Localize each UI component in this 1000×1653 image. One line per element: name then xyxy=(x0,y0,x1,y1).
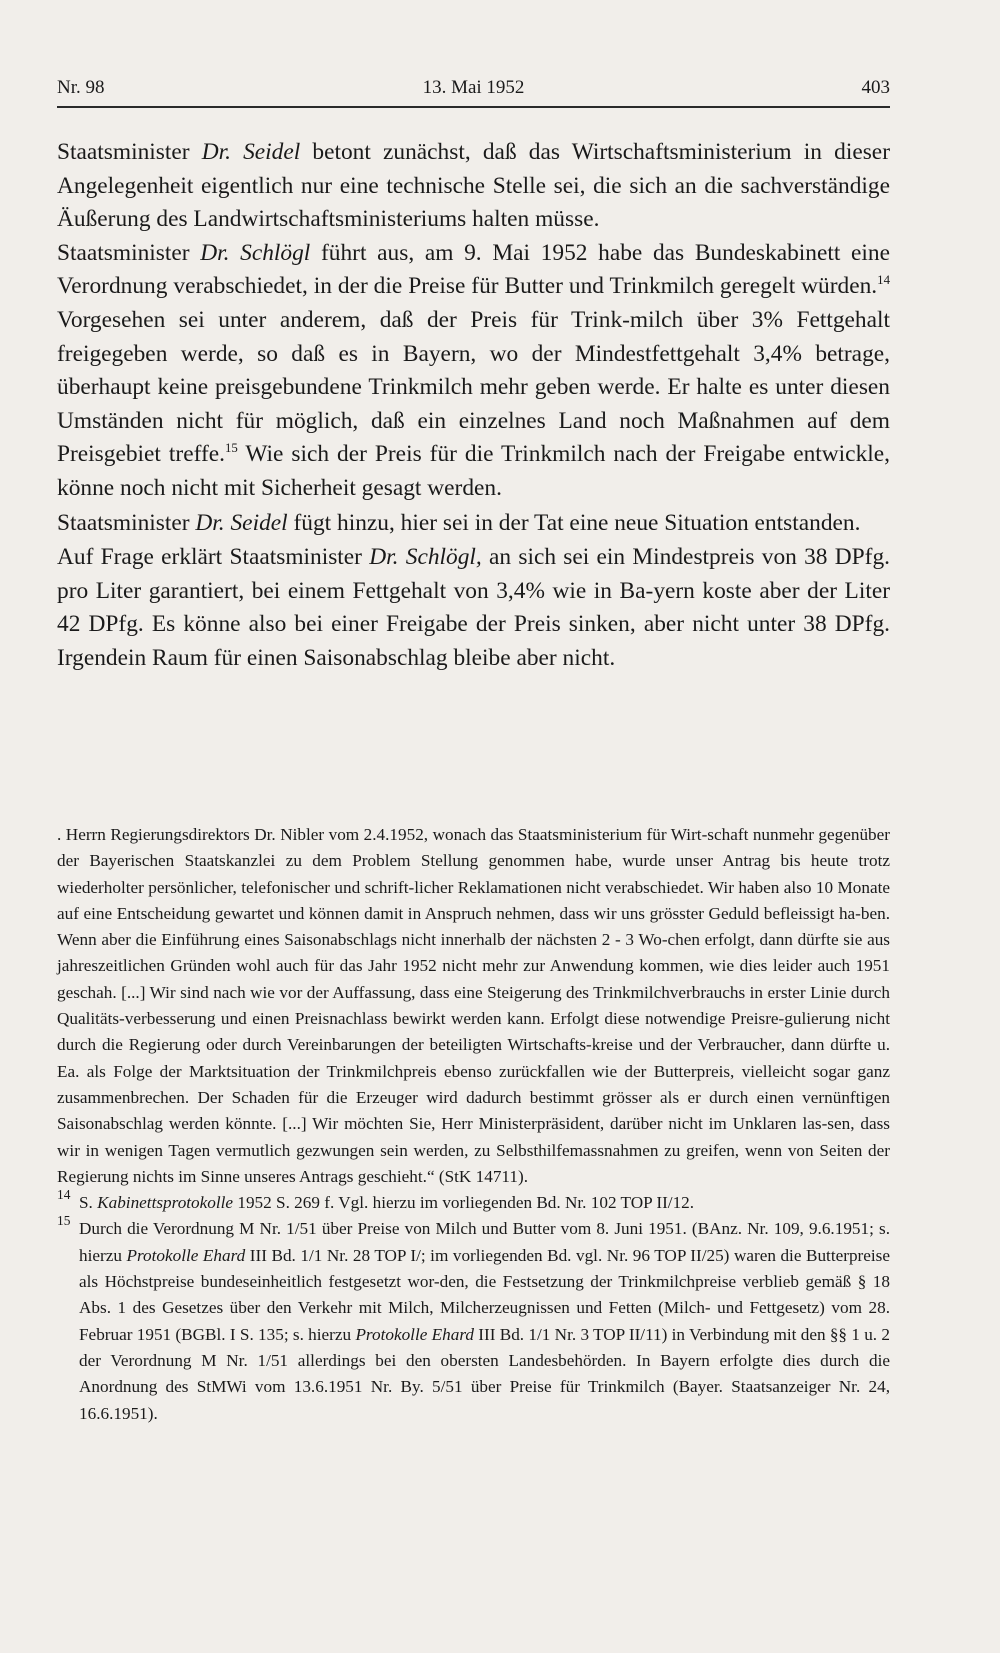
text-run: an sich sei ein Mindestpreis von 38 DPfg. pro Liter garantiert, bei einem Fettgehalt von 3,4% wie in Ba-yern koste aber der Liter 42 DPfg. Es könne also bei einer Freigabe der Preis sinken, aber nicht unter 38 DPfg. Irgendein Raum für einen Saisonabschlag bleibe aber nicht. xyxy=(57,544,890,671)
paragraph-seidel-1 xyxy=(57,136,890,506)
citation-title: Protokolle Ehard xyxy=(126,1245,246,1265)
speaker-name: Dr. Schlögl, xyxy=(369,544,482,571)
footnote-number: 15 xyxy=(57,1213,71,1229)
paragraph-seidel-2 xyxy=(57,507,890,541)
text-run: III Bd. 1/1 Nr. 28 TOP I/; im vorliegenden Bd. vgl. Nr. 96 TOP II/25) waren die Butterpreise als Höchstpreise bundeseinheitlich festgesetzt wor-den, die Festsetzung der Trinkmilchpreise verblieb gemäß § 18 Abs. 1 des Gesetzes über den Verkehr mit Milch, Milcherzeugnissen und Fetten (Milch- und Fettgesetz) vom 28. Februar 1951 (BGBl. I S. 135; s. hierzu xyxy=(79,1245,890,1344)
text-run: Wie sich der Preis für die Trinkmilch nach der Freigabe entwickle, könne noch nicht mit Sicherheit gesagt werden. xyxy=(57,441,890,501)
speaker-name: Dr. Seidel xyxy=(195,509,288,536)
text-run: S. xyxy=(79,1193,98,1213)
footnote-ref-15[interactable]: 15 xyxy=(224,441,238,456)
speaker-name: Dr. Seidel xyxy=(201,139,301,165)
text-run: 1952 S. 269 f. Vgl. hierzu im vorliegenden Bd. Nr. 102 TOP II/12. xyxy=(233,1193,695,1213)
footnote-ref-14[interactable]: 14 xyxy=(877,273,890,288)
text-run: Staatsminister xyxy=(57,509,196,536)
header-rule xyxy=(57,106,890,108)
text-run: Durch die Verordnung M Nr. 1/51 über Preise von Milch und Butter vom 8. Juni 1951. (BAnz. Nr. 109, 9.6.1951; s. hierzu xyxy=(79,1219,890,1265)
main-text xyxy=(57,136,890,676)
footnotes xyxy=(57,822,890,1427)
footnote-number: 14 xyxy=(57,1187,71,1203)
text-run: führt aus, am 9. Mai 1952 habe das Bundeskabinett eine Verordnung verabschiedet, in der die Preise für Butter und Trinkmilch geregelt würden. xyxy=(57,239,890,300)
running-header xyxy=(57,74,890,102)
footnote-15 xyxy=(57,1213,891,1426)
speaker-name: Dr. Schlögl xyxy=(200,239,311,266)
text-run: Auf Frage erklärt Staatsminister xyxy=(57,544,370,571)
page-number: 403 xyxy=(861,77,890,98)
footnote-13-continuation: . Herrn Regierungsdirektors Dr. Nibler vom 2.4.1952, wonach das Staatsministerium für Wirt-schaft nunmehr gegenüber der Bayerischen Staatskanzlei zu dem Problem Stellung genommen habe, wurde unser Antrag bis heute trotz wiederholter persönlicher, telefonischer und schrift-licher Reklamationen nicht verabschiedet. Wir haben also 10 Monate auf eine Entscheidung gewartet und können damit in Anspruch nehmen, dass wir uns grösster Geduld befleissigt ha-ben. Wenn aber die Einführung eines Saisonabschlags nicht innerhalb der nächsten 2 - 3 Wo-chen erfolgt, dann dürfte sie aus jahreszeitlichen Gründen wohl auch für das Jahr 1952 nicht mehr zur Anwendung kommen, wie dies leider auch 1951 geschah. [...] Wir sind nach wie vor der Auffassung, dass eine Steigerung des Trinkmilchverbrauchs in erster Linie durch Qualitäts-verbesserung und einen Preisnachlass bewirkt werden kann. Erfolgt diese notwendige Preisre-gulierung nicht durch die Regierung oder durch Vereinbarungen der beteiligten Wirtschafts-kreise und der Verbraucher, dann dürfte u. Ea. als Folge der Marktsituation der Trinkmilchpreis ebenso zurückfallen wie der Butterpreis, vielleicht sogar ganz zusammenbrechen. Der Schaden für die Erzeuger wird dadurch bestimmt grösser als er durch einen vernünftigen Saisonabschlag werden könnte. [...] Wir möchten Sie, Herr Ministerpräsident, darüber nicht im Unklaren las-sen, dass wir in wenigen Tagen vermutlich gezwungen sein werden, zu Selbsthilfemassnahmen zu greifen, wenn von Seiten der Regierung nichts im Sinne unseres Antrags geschieht.“ (StK 14711). xyxy=(57,825,890,1186)
text-run: betont zunächst, daß das Wirtschaftsministerium in dieser Angelegenheit eigentlich nur eine technische Stelle sei, die sich an die sachverständige Äußerung des Landwirtschaftsministeriums halten müsse. xyxy=(57,139,890,233)
text-run: fügt hinzu, hier sei in der Tat eine neue Situation entstanden. xyxy=(287,509,861,536)
meeting-date: 13. Mai 1952 xyxy=(422,77,525,98)
document-number: Nr. 98 xyxy=(57,77,105,98)
footnote-14 xyxy=(57,1187,890,1216)
citation-title: Protokolle Ehard xyxy=(355,1324,474,1344)
text-run: III Bd. 1/1 Nr. 3 TOP II/11) in Verbindung mit den §§ 1 u. 2 der Verordnung M Nr. 1/51 allerdings bei den obersten Landesbehörden. In Bayern erfolgte dies durch die Anordnung des StMWi vom 13.6.1951 Nr. By. 5/51 über Preise für Trinkmilch (Bayer. Staatsanzeiger Nr. 24, 16.6.1951). xyxy=(79,1324,891,1423)
paragraph-schloegl-2 xyxy=(57,541,890,675)
citation-title: Kabinettsprotokolle xyxy=(97,1193,234,1213)
text-run: Staatsminister xyxy=(57,139,202,165)
text-run: Vorgesehen sei unter anderem, daß der Preis für Trink-milch über 3% Fettgehalt freigegeben werde, so daß es in Bayern, wo der Mindestfettgehalt 3,4% betrage, überhaupt keine preisgebundene Trinkmilch mehr geben werde. Er halte es unter diesen Umständen nicht für möglich, daß ein einzelnes Land noch Maßnahmen auf dem Preisgebiet treffe. xyxy=(57,306,890,468)
text-run: Staatsminister xyxy=(57,239,201,266)
